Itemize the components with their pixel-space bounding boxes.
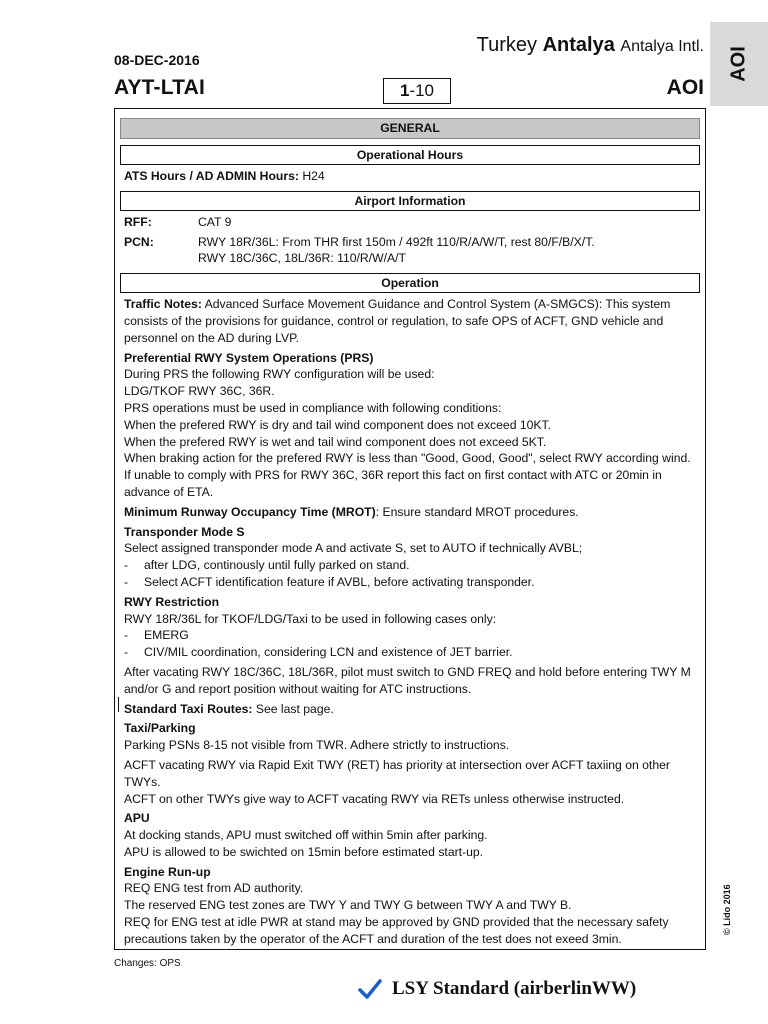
mrot: [124, 504, 696, 521]
prs-line: LDG/TKOF RWY 36C, 36R.: [124, 384, 275, 399]
pcn-row-2: [124, 250, 696, 267]
taxi-line: ACFT vacating RWY via Rapid Exit TWY (RET) has priority at intersection over ACFT taxiing on other TWYs.: [124, 757, 670, 789]
change-bar: [118, 697, 119, 712]
rwy-after-vacating: After vacating RWY 18C/36C, 18L/36R, pilot must switch to GND FREQ and hold before entering TWY M and/or G and report position without waiting for ATC instructions.: [124, 664, 691, 696]
standard-label: LSY Standard (airberlinWW): [392, 978, 637, 999]
rwy-restriction-item: - EMERG: [124, 628, 189, 643]
section-tab: [710, 22, 768, 106]
transponder-heading: Transponder Mode S: [124, 524, 245, 539]
traffic-notes-label: Traffic Notes:: [124, 297, 202, 312]
rff-row: [124, 214, 696, 231]
airport-location: [477, 34, 704, 57]
engine-line: REQ for ENG test at idle PWR at stand may be approved by GND provided that the necessary safety precautions taken by the operator of the ACFT and duration of the test does not exeed 3min.: [124, 915, 669, 946]
page-number-box: [383, 78, 451, 104]
engine-line: REQ ENG test from AD authority.: [124, 881, 304, 896]
transponder-text: Select assigned transponder mode A and activate S, set to AUTO if technically AVBL;: [124, 541, 583, 556]
transponder-item: - Select ACFT identification feature if AVBL, before activating transponder.: [124, 574, 535, 589]
transponder-item: - after LDG, continously until fully parked on stand.: [124, 558, 410, 573]
prs-line: If unable to comply with PRS for RWY 36C, 36R report this fact on first contact with ATC or 20min in advance of ETA.: [124, 468, 662, 499]
document-body: [120, 118, 700, 951]
standard-badge: [358, 978, 636, 1000]
country: Turkey: [476, 34, 538, 56]
airport-name: Antalya Intl.: [620, 38, 704, 55]
airport-code: AYT-LTAI: [114, 76, 206, 99]
city: Antalya: [542, 34, 615, 56]
rwy-restriction-item: - CIV/MIL coordination, considering LCN and existence of JET barrier.: [124, 645, 513, 660]
page-number: 1: [399, 81, 410, 100]
pcn-line-1: RWY 18R/36L: From THR first 150m / 492ft 110/R/A/W/T, rest 80/F/B/X/T.: [198, 234, 595, 249]
prs-line: When the prefered RWY is wet and tail wind component does not exceed 5KT.: [124, 434, 547, 449]
apu-heading: APU: [124, 811, 150, 826]
prs-line: When the prefered RWY is dry and tail wind component does not exceed 10KT.: [124, 417, 552, 432]
section-code: AOI: [666, 76, 704, 99]
ats-hours: [124, 168, 696, 185]
pcn-row: [124, 234, 696, 251]
rff-label: RFF:: [124, 214, 152, 229]
changes-note: Changes: OPS: [114, 958, 181, 969]
airport-information-header: Airport Information: [120, 191, 700, 211]
operational-hours-header: Operational Hours: [120, 145, 700, 165]
operation-header: Operation: [120, 273, 700, 293]
ats-hours-label: ATS Hours / AD ADMIN Hours:: [124, 169, 299, 183]
copyright: © Lido 2016: [722, 884, 732, 935]
taxi-routes-label: Standard Taxi Routes:: [124, 701, 253, 716]
taxi-line: Parking PSNs 8-15 not visible from TWR. Adhere strictly to instructions.: [124, 738, 510, 753]
prs-heading: Preferential RWY System Operations (PRS): [124, 350, 374, 365]
chart-date: 08-DEC-2016: [114, 52, 200, 68]
engine-runup-heading: Engine Run-up: [124, 864, 211, 879]
page-suffix: -10: [409, 81, 435, 100]
prs-line: When braking action for the prefered RWY is less than "Good, Good, Good", select RWY according wind.: [124, 451, 691, 466]
taxi-routes-text: See last page.: [255, 701, 334, 716]
standard-taxi-routes: [124, 701, 696, 718]
prs-line: During PRS the following RWY configuration will be used:: [124, 367, 435, 382]
traffic-notes: [124, 296, 696, 346]
rff-value: CAT 9: [198, 214, 232, 229]
traffic-notes-text: Advanced Surface Movement Guidance and Control System (A-SMGCS): This system consists of the provisions for guidance, control or regulation, to safe OPS of ACFT, GND vehicle and personnel on the AD during LVP.: [124, 297, 671, 345]
rwy-restriction-text: RWY 18R/36L for TKOF/LDG/Taxi to be used in following cases only:: [124, 611, 497, 626]
engine-line: The reserved ENG test zones are TWY Y and TWY G between TWY A and TWY B.: [124, 898, 572, 913]
mrot-label: Minimum Runway Occupancy Time (MROT): [124, 504, 376, 519]
pcn-line-2: RWY 18C/36C, 18L/36R: 110/R/W/A/T: [198, 251, 406, 266]
apu-line: At docking stands, APU must switched off within 5min after parking.: [124, 828, 488, 843]
mrot-text: : Ensure standard MROT procedures.: [375, 504, 579, 519]
general-header: GENERAL: [120, 118, 700, 139]
checkmark-icon: [358, 978, 382, 1000]
section-tab-label: AOI: [727, 46, 750, 82]
pcn-label: PCN:: [124, 234, 154, 249]
ats-hours-value: H24: [302, 169, 325, 183]
prs-line: PRS operations must be used in compliance with following conditions:: [124, 400, 502, 415]
taxi-line: ACFT on other TWYs give way to ACFT vacating RWY via RETs unless otherwise instructed.: [124, 791, 625, 806]
apu-line: APU is allowed to be swichted on 15min before estimated start-up.: [124, 844, 484, 859]
rwy-restriction-heading: RWY Restriction: [124, 594, 220, 609]
taxi-parking-heading: Taxi/Parking: [124, 721, 196, 736]
